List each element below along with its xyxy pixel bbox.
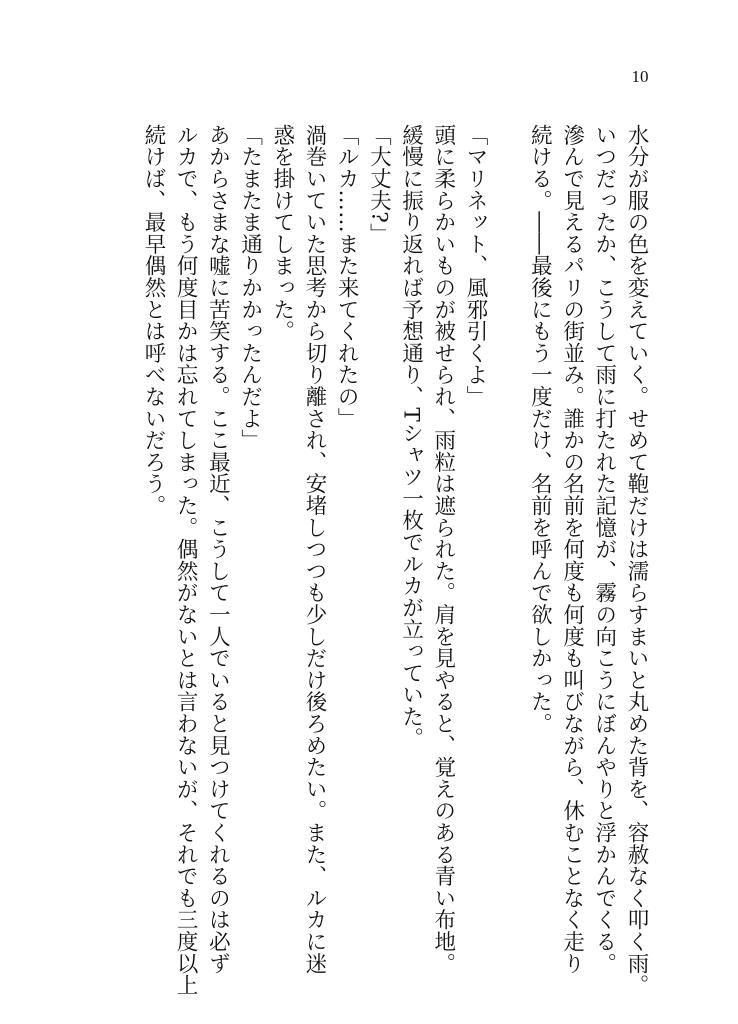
text-line: 「たまたま通りかかったんだよ」 xyxy=(237,124,263,451)
text-line: 「ルカ……また来てくれたの」 xyxy=(334,124,360,430)
text-line: 頭に柔らかいものが被せられ、雨粒は遮られた。肩を見やると、覚えのある青い布地。 xyxy=(430,124,456,975)
text-line: 「大丈夫?」 xyxy=(366,124,392,245)
text-line: 渦巻いていた思考から切り離され、安堵しつつも少しだけ後ろめたい。また、ルカに迷 xyxy=(301,124,327,975)
text-line: 水分が服の色を変えていく。せめて鞄だけは濡らすまいと丸めた背を、容赦なく叩く雨。 xyxy=(624,124,649,996)
text-line: 続けば、最早偶然とは呼べないだろう。 xyxy=(140,124,166,517)
text-line: 惑を掛けてしまった。 xyxy=(269,124,295,342)
vertical-text-body xyxy=(137,124,652,996)
blank-line xyxy=(491,124,523,974)
text-line: 「マリネット、風邪引くよ」 xyxy=(462,124,488,408)
text-line: 続ける。――最後にもう一度だけ、名前を呼んで欲しかった。 xyxy=(527,124,553,735)
text-line: あからさまな嘘に苦笑する。ここ最近、こうして一人でいると見つけてくれるのは必ず xyxy=(205,124,231,975)
text-line: 緩慢に振り返れば予想通り、Tシャツ一枚でルカが立っていた。 xyxy=(398,124,424,750)
text-line: いつだったか、こうして雨に打たれた記憶が、霧の向こうにぼんやりと浮かんでくる。 xyxy=(591,124,617,975)
page-number: 10 xyxy=(631,67,649,86)
text-line: 滲んで見えるパリの街並み。誰かの名前を何度も何度も叫びながら、休むことなく走り xyxy=(559,124,585,975)
text-line: ルカで、もう何度目かは忘れてしまった。偶然がないとは言わないが、それでも三度以上 xyxy=(173,124,199,996)
